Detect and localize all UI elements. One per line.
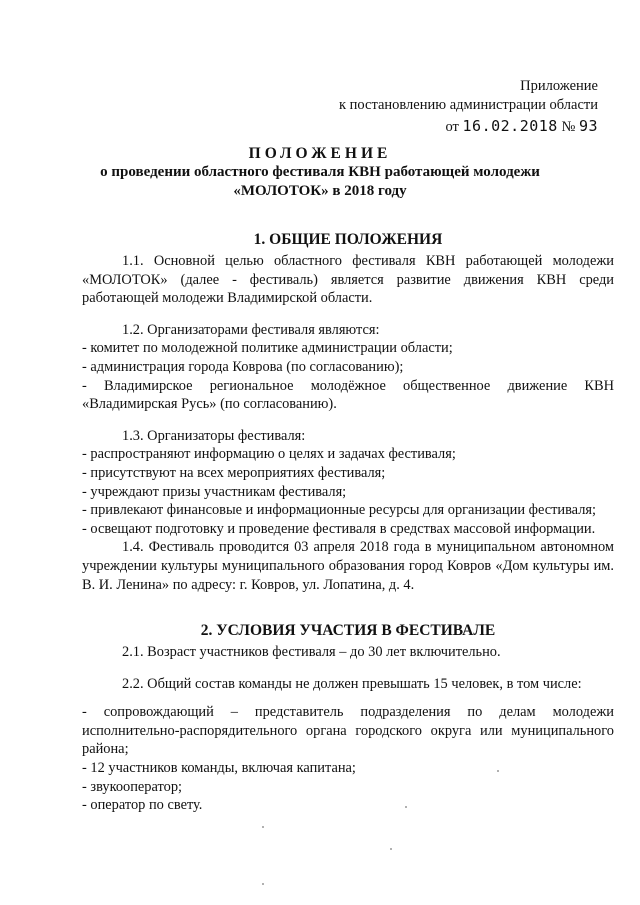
list-item: - присутствуют на всех мероприятиях фестиваля; (82, 464, 386, 481)
paragraph-1-2: 1.2. Организаторами фестиваля являются: (122, 321, 380, 338)
paragraph-1-3: 1.3. Организаторы фестиваля: (122, 427, 306, 444)
decree-date: 16.02.2018 (462, 117, 558, 135)
list-item: - 12 участников команды, включая капитана; (82, 759, 356, 776)
annex-block (339, 77, 598, 137)
title-main: ПОЛОЖЕНИЕ (248, 145, 392, 162)
section-1-heading: 1. ОБЩИЕ ПОЛОЖЕНИЯ (253, 231, 443, 248)
scan-speck (262, 883, 264, 885)
section-2-body (82, 643, 614, 815)
scan-speck (390, 848, 392, 850)
list-item: - звукооператор; (82, 778, 183, 795)
paragraph-1-1: 1.1. Основной целью областного фестиваля КВН работающей молодежи «МОЛОТОК» (далее - фестиваль) является развитие движения КВН среди работающей молодежи Владимирской области. (82, 253, 614, 307)
decree-number: 93 (578, 117, 598, 135)
paragraph-2-2: 2.2. Общий состав команды не должен превышать 15 человек, в том числе: (122, 675, 582, 692)
section-2-heading: 2. УСЛОВИЯ УЧАСТИЯ В ФЕСТИВАЛЕ (200, 622, 496, 639)
list-item: - привлекают финансовые и информационные ресурсы для организации фестиваля; (82, 502, 596, 519)
decree-line (339, 117, 598, 137)
list-item: - освещают подготовку и проведение фестиваля в средствах массовой информации. (82, 520, 596, 537)
decree-number-sign: № (561, 119, 576, 135)
list-item: - комитет по молодежной политике администрации области; (82, 340, 453, 357)
document-title (0, 144, 640, 201)
list-item: - сопровождающий – представитель подразделения по делам молодежи исполнительно-распорядительного органа городского округа или муниципального района; (82, 704, 614, 758)
decree-from-label: от (445, 119, 459, 135)
list-item: - администрация города Коврова (по согласованию); (82, 358, 404, 375)
scan-speck (497, 770, 499, 772)
list-item: - распространяют информацию о целях и задачах фестиваля; (82, 446, 456, 463)
section-1-body (82, 252, 614, 594)
paragraph-2-1: 2.1. Возраст участников фестиваля – до 30 лет включительно. (122, 644, 501, 660)
title-name-year: «МОЛОТОК» в 2018 году (233, 183, 407, 199)
title-subject: о проведении областного фестиваля КВН работающей молодежи (100, 164, 540, 180)
annex-reference: к постановлению администрации области (338, 97, 598, 113)
list-item: - Владимирское региональное молодёжное общественное движение КВН «Владимирская Русь» (по согласованию). (82, 377, 614, 413)
list-item: - учреждают призы участникам фестиваля; (82, 483, 347, 500)
scan-speck (262, 826, 264, 828)
annex-title: Приложение (520, 78, 598, 94)
paragraph-1-4: 1.4. Фестиваль проводится 03 апреля 2018 года в муниципальном автономном учреждении культуры муниципального образования город Ковров «Дом культуры им. В. И. Ленина» по адресу: г. Ковров, ул. Лопатина, д. 4. (82, 539, 614, 593)
scan-speck (405, 806, 407, 808)
list-item: - оператор по свету. (82, 797, 203, 814)
